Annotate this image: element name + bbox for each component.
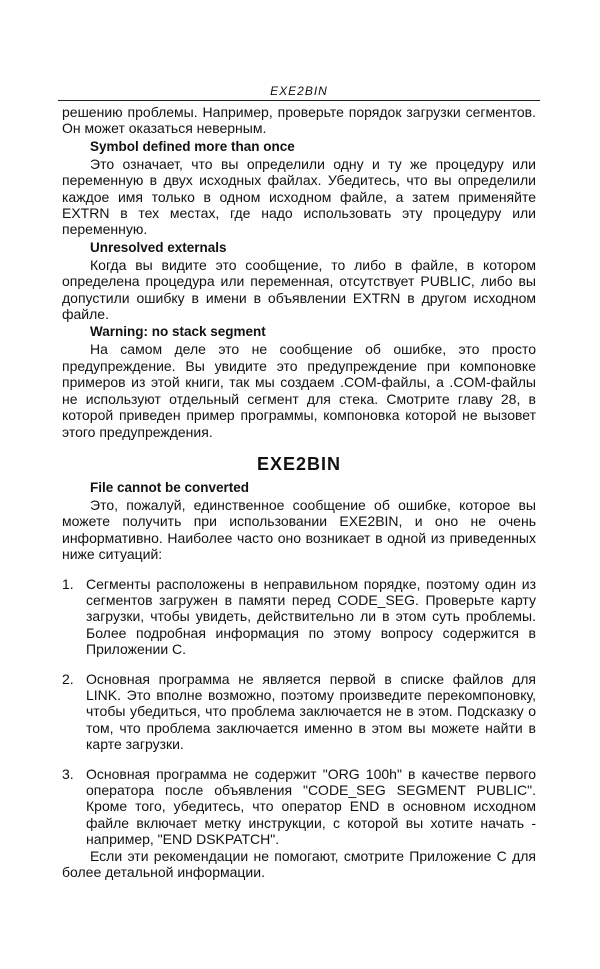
- list-item-text: Основная программа не является первой в списке файлов для LINK. Это вполне возможно, поэтому произведите перекомпоновку, чтобы убедиться, что проблема заключается не в этом. Подсказку о том, что проблема заключается именно в этом вы можете найти в карте загрузки.: [86, 670, 536, 753]
- list-item-text: Сегменты расположены в неправильном порядке, поэтому один из сегментов загружен в памяти перед CODE_SEG. Проверьте карту загрузки, чтобы увидеть, действительно ли в этом суть проблемы. Более подробная информация по этому вопросу содержится в Приложении С.: [86, 575, 536, 658]
- running-head: EXE2BIN: [270, 84, 328, 98]
- page-body: [62, 104, 536, 880]
- message-heading-symbol: Symbol defined more than once: [90, 138, 295, 154]
- paragraph-warning: На самом деле это не сообщение об ошибке, это просто предупреждение. Вы увидите это предупреждение при компоновке примеров из этой книги, так мы создаем .COM-файлы, а .COM-файлы не используют отдельный сегмент для стека. Смотрите главу 28, в которой приведен пример программы, компоновка которой не вызовет этого предупреждения.: [62, 341, 536, 440]
- list-item: [62, 576, 536, 658]
- list-item-text: Основная программа не содержит "ORG 100h" в качестве первого оператора после объявления "CODE_SEG SEGMENT PUBLIC". Кроме того, убедитесь, что оператор END в основном исходном файле включает метку инструкции, с которой вы хотите начать - например, "END DSKPATCH".: [86, 765, 536, 848]
- paragraph-file: Это, пожалуй, единственное сообщение об ошибке, которое вы можете получить при использовании EXE2BIN, и оно не очень информативно. Наиболее часто оно возникает в одной из приведенных ниже ситуаций:: [62, 496, 536, 563]
- paragraph-symbol: Это означает, что вы определили одну и ту же процедуру или переменную в двух исходных файлах. Убедитесь, что вы определили каждое имя только в одном исходном файле, а затем применяйте EXTRN в тех местах, где надо использовать эту процедуру или переменную.: [62, 155, 536, 238]
- list-item-number: 1.: [62, 575, 74, 592]
- header-rule: [58, 100, 540, 101]
- message-heading-warning: Warning: no stack segment: [90, 324, 266, 340]
- paragraph-continued: решению проблемы. Например, проверьте порядок загрузки сегментов. Он может оказаться неверным.: [62, 104, 536, 137]
- numbered-list: [62, 576, 536, 848]
- section-title: EXE2BIN: [256, 453, 342, 474]
- list-item-number: 2.: [62, 670, 74, 687]
- list-item: [62, 766, 536, 848]
- message-heading-file: File cannot be converted: [90, 479, 250, 495]
- list-item-number: 3.: [62, 765, 74, 782]
- list-item: [62, 671, 536, 753]
- message-heading-unresolved: Unresolved externals: [90, 239, 227, 255]
- paragraph-last: Если эти рекомендации не помогают, смотрите Приложение С для более детальной информации.: [62, 847, 536, 881]
- paragraph-unresolved: Когда вы видите это сообщение, то либо в файле, в котором определена процедура или переменная, отсутствует PUBLIC, либо вы допустили ошибку в имени в объявлении EXTRN в другом исходном файле.: [62, 256, 536, 323]
